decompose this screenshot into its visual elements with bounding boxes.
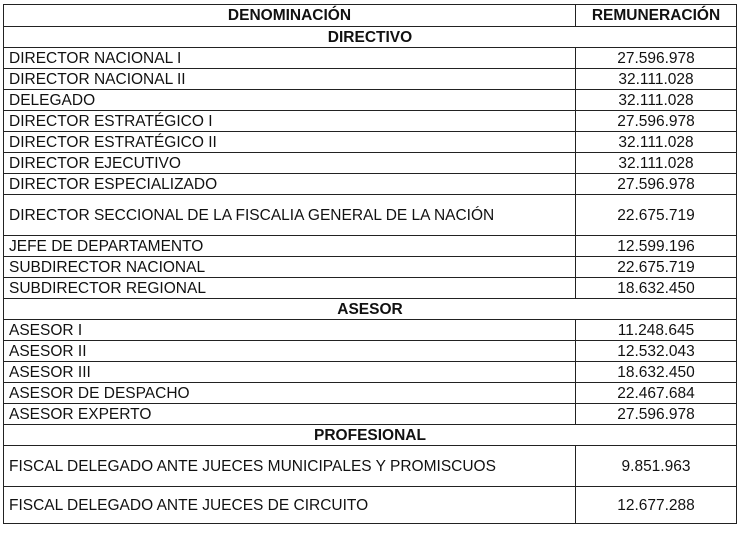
- row-value: 32.111.028: [576, 90, 737, 111]
- row-name: DIRECTOR NACIONAL I: [4, 48, 576, 69]
- section-title: PROFESIONAL: [4, 425, 737, 446]
- table-row: [4, 195, 737, 236]
- row-value: 18.632.450: [576, 362, 737, 383]
- table-row: [4, 153, 737, 174]
- row-name: DIRECTOR EJECUTIVO: [4, 153, 576, 174]
- section-row-directivo: [4, 27, 737, 48]
- table-row: [4, 257, 737, 278]
- row-name: SUBDIRECTOR NACIONAL: [4, 257, 576, 278]
- row-value: 27.596.978: [576, 174, 737, 195]
- table-row: [4, 383, 737, 404]
- row-value: 32.111.028: [576, 69, 737, 90]
- row-value: 32.111.028: [576, 153, 737, 174]
- row-value: 22.675.719: [576, 195, 737, 236]
- row-name: DIRECTOR SECCIONAL DE LA FISCALIA GENERAL DE LA NACIÓN: [4, 195, 576, 236]
- row-name: DIRECTOR NACIONAL II: [4, 69, 576, 90]
- row-name: ASESOR EXPERTO: [4, 404, 576, 425]
- remuneration-table: [3, 4, 737, 524]
- row-name: DIRECTOR ESTRATÉGICO II: [4, 132, 576, 153]
- row-name: ASESOR DE DESPACHO: [4, 383, 576, 404]
- table-row: [4, 404, 737, 425]
- row-name: ASESOR II: [4, 341, 576, 362]
- row-name: FISCAL DELEGADO ANTE JUECES DE CIRCUITO: [4, 487, 576, 524]
- row-value: 22.467.684: [576, 383, 737, 404]
- table-row: [4, 278, 737, 299]
- row-name: SUBDIRECTOR REGIONAL: [4, 278, 576, 299]
- row-name: DIRECTOR ESPECIALIZADO: [4, 174, 576, 195]
- row-value: 9.851.963: [576, 446, 737, 487]
- row-value: 18.632.450: [576, 278, 737, 299]
- table-row: [4, 48, 737, 69]
- table-row: [4, 236, 737, 257]
- row-name: DELEGADO: [4, 90, 576, 111]
- row-value: 12.532.043: [576, 341, 737, 362]
- row-value: 27.596.978: [576, 404, 737, 425]
- row-value: 12.599.196: [576, 236, 737, 257]
- header-denominacion: DENOMINACIÓN: [4, 5, 576, 27]
- table-row: [4, 111, 737, 132]
- row-value: 11.248.645: [576, 320, 737, 341]
- row-value: 12.677.288: [576, 487, 737, 524]
- table-row: [4, 132, 737, 153]
- table-header-row: [4, 5, 737, 27]
- table-row: [4, 341, 737, 362]
- row-name: ASESOR I: [4, 320, 576, 341]
- table-row: [4, 446, 737, 487]
- table-row: [4, 69, 737, 90]
- row-value: 27.596.978: [576, 48, 737, 69]
- row-name: ASESOR III: [4, 362, 576, 383]
- row-name: FISCAL DELEGADO ANTE JUECES MUNICIPALES Y PROMISCUOS: [4, 446, 576, 487]
- section-title: DIRECTIVO: [4, 27, 737, 48]
- section-title: ASESOR: [4, 299, 737, 320]
- table-row: [4, 320, 737, 341]
- header-remuneracion: REMUNERACIÓN: [576, 5, 737, 27]
- row-value: 32.111.028: [576, 132, 737, 153]
- table-row: [4, 362, 737, 383]
- row-name: JEFE DE DEPARTAMENTO: [4, 236, 576, 257]
- table-row: [4, 487, 737, 524]
- row-value: 27.596.978: [576, 111, 737, 132]
- row-value: 22.675.719: [576, 257, 737, 278]
- table-row: [4, 174, 737, 195]
- section-row-asesor: [4, 299, 737, 320]
- section-row-profesional: [4, 425, 737, 446]
- table-row: [4, 90, 737, 111]
- row-name: DIRECTOR ESTRATÉGICO I: [4, 111, 576, 132]
